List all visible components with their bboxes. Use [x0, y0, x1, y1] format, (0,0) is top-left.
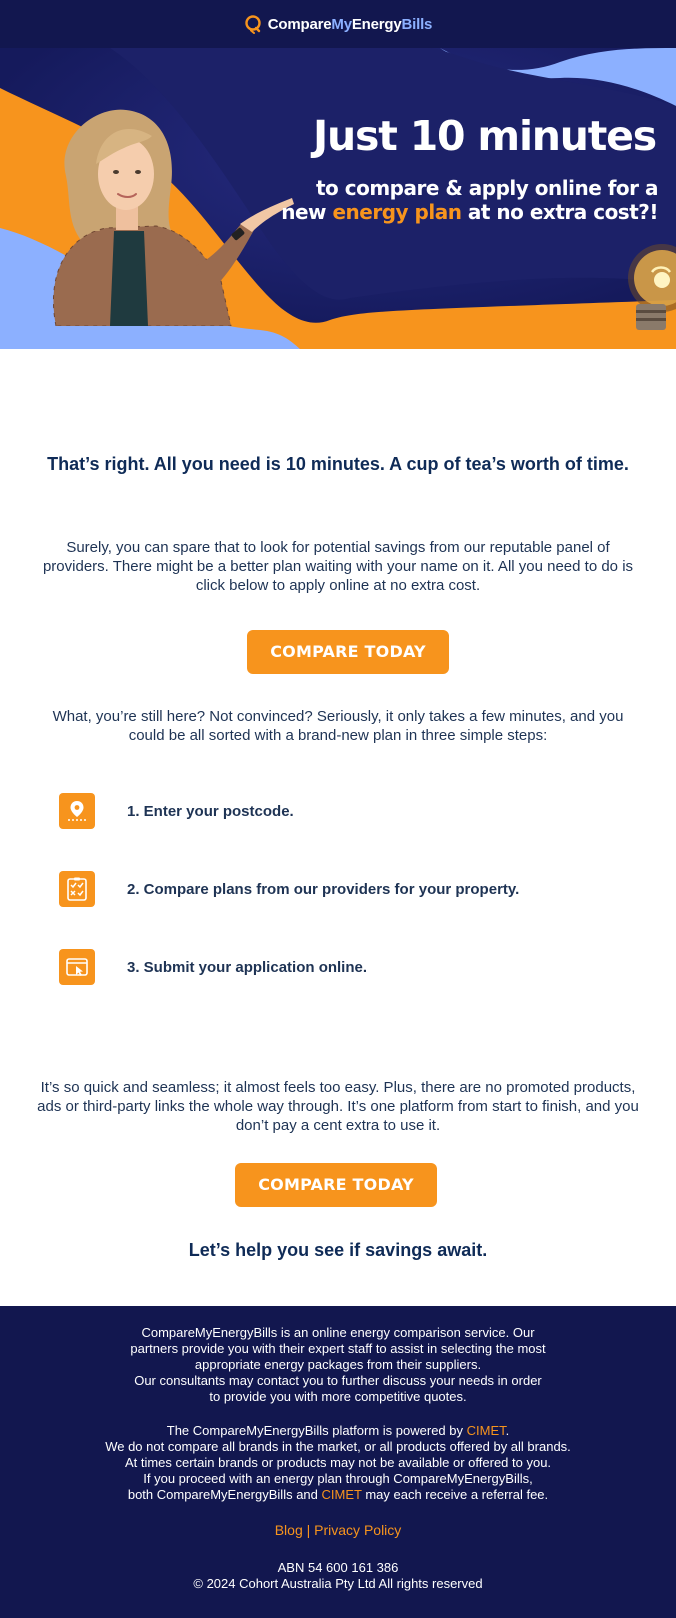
header-bar: [0, 0, 676, 48]
hero-banner: [0, 48, 676, 349]
intro-paragraph: Surely, you can spare that to look for potential savings from our reputable panel of providers. There might be a better plan waiting with your name on it. All you need to do is click below to apply online at no extra cost.: [42, 539, 634, 594]
step-1-text: 1. Enter your postcode.: [127, 803, 294, 820]
footer-abn: ABN 54 600 161 386: [277, 1560, 399, 1575]
logo-bulb-icon: [244, 14, 264, 34]
hero-subtitle-suffix: at no extra cost?!: [461, 200, 658, 224]
footer-disclosure-line4: If you proceed with an energy plan through CompareMyEnergyBills,: [143, 1471, 533, 1486]
footer-period: .: [505, 1423, 510, 1438]
footer-about-line3: appropriate energy packages from their suppliers.: [194, 1357, 482, 1372]
footer-disclosure-line2: We do not compare all brands in the market, or all products offered by all brands.: [105, 1439, 571, 1454]
hero-subtitle: [281, 176, 658, 224]
footer-links: [40, 1522, 636, 1538]
woman-pointing-illustration: [26, 106, 306, 326]
logo-text-energy: Energy: [351, 15, 402, 33]
hero-subtitle-line1: to compare & apply online for a: [315, 176, 658, 200]
footer-disclosure: [20, 1423, 656, 1503]
footer-about-line4: Our consultants may contact you to further discuss your needs in order: [134, 1373, 542, 1388]
checklist-icon: [64, 876, 90, 902]
step-3-text: 3. Submit your application online.: [127, 959, 368, 976]
footer-about-line2: partners provide you with their expert staff to assist in selecting the most: [130, 1341, 546, 1356]
closing-heading: Let’s help you see if savings await.: [188, 1240, 488, 1260]
hero-highlight-energy-plan: energy plan: [332, 200, 462, 224]
footer-powered-by-text: The CompareMyEnergyBills platform is powered by: [166, 1423, 467, 1438]
footer-referral-suffix: may each receive a referral fee.: [361, 1487, 549, 1502]
footer-disclosure-line5: [20, 1487, 656, 1503]
logo-text-compare: Compare: [267, 15, 332, 33]
compare-today-button-top[interactable]: COMPARE TODAY: [247, 630, 449, 674]
brand-logo[interactable]: [244, 14, 432, 34]
footer-about-line1: CompareMyEnergyBills is an online energy comparison service. Our: [141, 1325, 535, 1340]
hero-subtitle-prefix: new: [281, 200, 333, 224]
seamless-paragraph: It’s so quick and seamless; it almost feels too easy. Plus, there are no promoted products, ads or third-party links the whole way through. It’s one platform from start to finish, and you don’t pay a cent extra to use it.: [37, 1079, 639, 1134]
footer-copyright: © 2024 Cohort Australia Pty Ltd All rights reserved: [193, 1576, 483, 1591]
blog-link[interactable]: Blog: [274, 1522, 303, 1538]
still-here-paragraph: What, you’re still here? Not convinced? Seriously, it only takes a few minutes, and you could be all sorted with a brand-new plan in three simple steps:: [52, 708, 624, 744]
footer-disclosure-line3: At times certain brands or products may not be available or offered to you.: [124, 1455, 552, 1470]
logo-text-my: My: [331, 15, 352, 33]
cimet-link[interactable]: CIMET: [466, 1423, 506, 1438]
step-3-icon-box: [59, 949, 95, 985]
hero-title: Just 10 minutes: [312, 112, 656, 160]
footer-legal: [40, 1560, 636, 1592]
logo-text-bills: Bills: [401, 15, 433, 33]
location-pin-icon: [64, 798, 90, 824]
footer-referral-prefix: both CompareMyEnergyBills and: [127, 1487, 322, 1502]
compare-today-button-bottom[interactable]: COMPARE TODAY: [235, 1163, 437, 1207]
step-1-icon-box: [59, 793, 95, 829]
footer-about: [40, 1325, 636, 1405]
step-2-text: 2. Compare plans from our providers for your property.: [127, 881, 520, 898]
main-heading: That’s right. All you need is 10 minutes. A cup of tea’s worth of time.: [47, 454, 629, 474]
hero-subtitle-line2: [281, 200, 658, 224]
footer-link-separator: |: [302, 1522, 315, 1538]
footer: [0, 1306, 676, 1618]
footer-about-line5: to provide you with more competitive quotes.: [209, 1389, 467, 1404]
privacy-policy-link[interactable]: Privacy Policy: [314, 1522, 402, 1538]
step-2-icon-box: [59, 871, 95, 907]
footer-disclosure-line1: [20, 1423, 656, 1439]
cimet-link-2[interactable]: CIMET: [321, 1487, 362, 1502]
light-bulb-illustration: [622, 240, 676, 335]
browser-click-icon: [64, 954, 90, 980]
